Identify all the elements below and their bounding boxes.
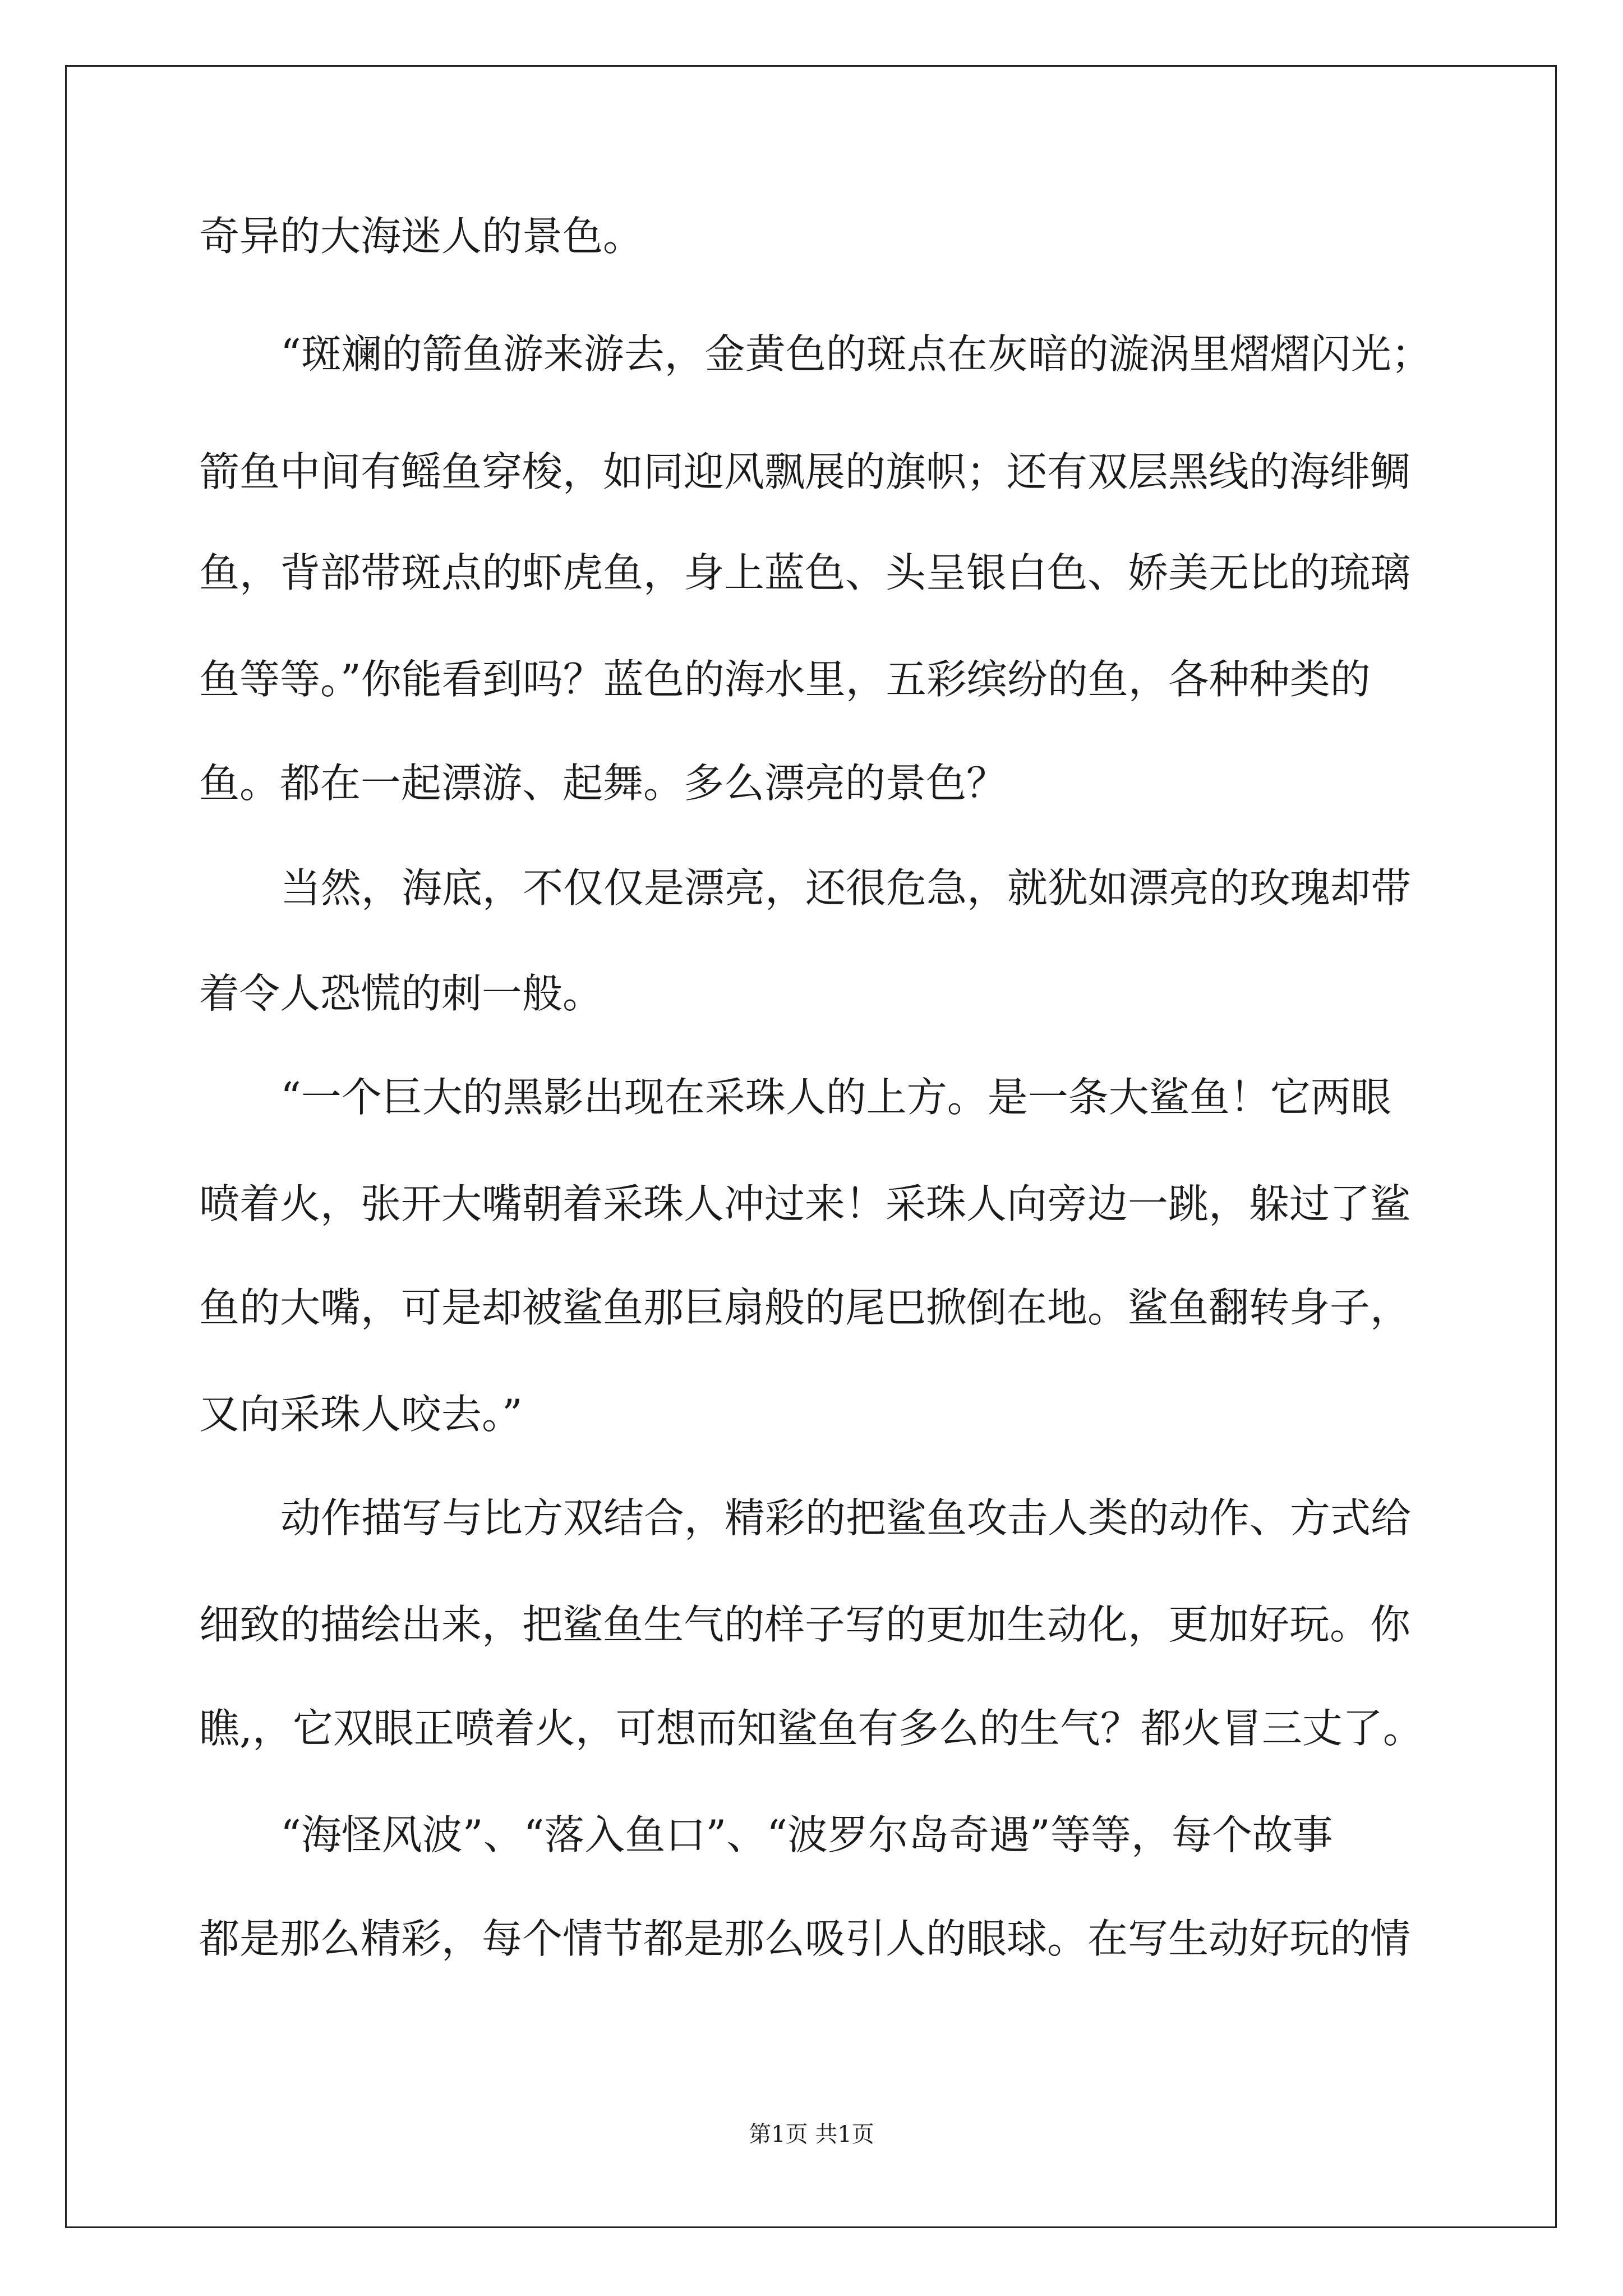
text-line: 动作描写与比方双结合，精彩的把鲨鱼攻击人类的动作、方式给	[280, 1494, 1412, 1542]
text-line: 喷着火，张开大嘴朝着采珠人冲过来！采珠人向旁边一跳，躲过了鲨	[199, 1180, 1411, 1227]
text-line: 箭鱼中间有鳐鱼穿梭，如同迎风飘展的旗帜；还有双层黑线的海绯鲷	[199, 448, 1411, 495]
page-border	[65, 65, 1557, 2228]
text-line: 着令人恐慌的刺一般。	[199, 970, 603, 1017]
text-line: 瞧,，它双眼正喷着火，可想而知鲨鱼有多么的生气？都火冒三丈了。	[199, 1705, 1423, 1752]
text-line: 鱼。都在一起漂游、起舞。多么漂亮的景色？	[199, 760, 1007, 807]
text-line: 细致的描绘出来，把鲨鱼生气的样子写的更加生动化，更加好玩。你	[199, 1601, 1411, 1648]
text-line: “海怪风波”、“落入鱼口”、“波罗尔岛奇遇”等等，每个故事	[280, 1811, 1333, 1858]
text-line: “一个巨大的黑影出现在采珠人的上方。是一条大鲨鱼！它两眼	[280, 1074, 1391, 1121]
text-line: 奇异的大海迷人的景色。	[199, 213, 644, 260]
text-line: 鱼的大嘴，可是却被鲨鱼那巨扇般的尾巴掀倒在地。鲨鱼翻转身子，	[199, 1284, 1411, 1331]
page-number-footer: 第1页 共1页	[749, 2122, 874, 2147]
text-line: 鱼，背部带斑点的虾虎鱼，身上蓝色、头呈银白色、娇美无比的琉璃	[199, 549, 1411, 596]
text-line: “斑斓的箭鱼游来游去，金黄色的斑点在灰暗的漩涡里熠熠闪光；	[280, 330, 1432, 378]
text-line: 鱼等等。”你能看到吗？蓝色的海水里，五彩缤纷的鱼，各种种类的	[199, 656, 1371, 703]
text-line: 又向采珠人咬去。”	[199, 1391, 523, 1438]
text-line: 当然，海底，不仅仅是漂亮，还很危急，就犹如漂亮的玫瑰却带	[280, 864, 1412, 912]
text-line: 都是那么精彩，每个情节都是那么吸引人的眼球。在写生动好玩的情	[199, 1915, 1411, 1962]
